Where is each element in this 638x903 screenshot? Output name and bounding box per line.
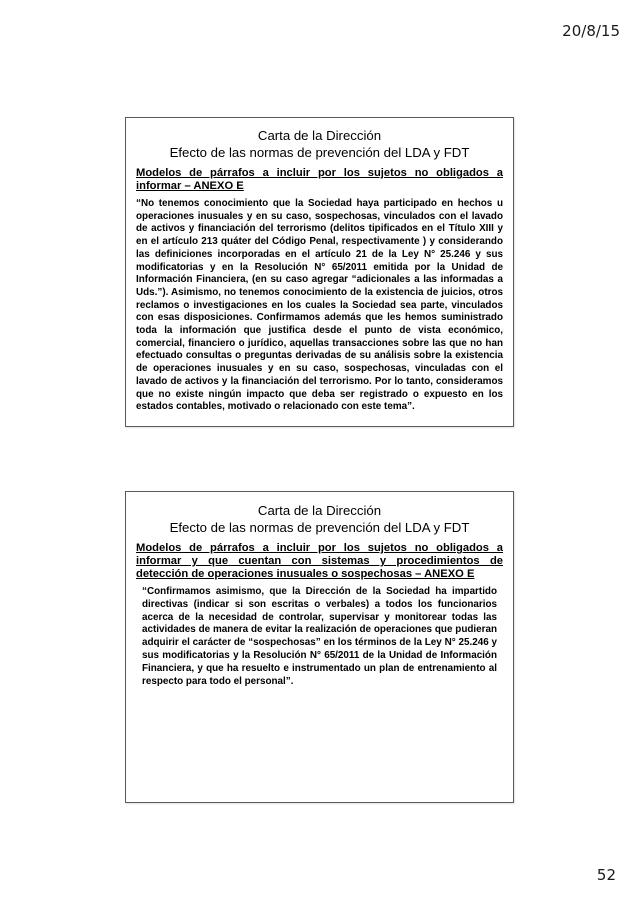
slide-body-text: “Confirmamos asimismo, que la Dirección de la Sociedad ha impartido directivas (indicar si son escritas o verbales) a todos los funcionarios acerca de la necesidad de controlar, supervisar y monitorear todas las actividades de manera de evitar la realización de operaciones que pudieran adquirir el carácter de “sospechosas” en los términos de la Ley N° 25.246 y sus modificatorias y la Resolución N° 65/2011 de la Unidad de Información Financiera, y que ha resuelto e instrumentado un plan de entrenamiento al respecto para todo el personal”. — [142, 586, 497, 687]
slide-2 — [125, 491, 514, 803]
slide-subtitle: Efecto de las normas de prevención del LDA y FDT — [169, 520, 470, 535]
section-heading — [136, 542, 503, 581]
slide-1 — [125, 117, 514, 427]
section-heading-line-1: Modelos de párrafos a incluir por los sujetos no obligados a — [136, 167, 503, 179]
slide-body-text: “No tenemos conocimiento que la Sociedad haya participado en hechos u operaciones inusuales y en su caso, sospechosas, vinculados con el lavado de activos y financiación del terrorismo (delitos tipificados en el Título XIII y en el artículo 213 quáter del Código Penal, respectivamente ) y considerando las definiciones incorporadas en el artículo 21 de la Ley N° 25.246 y sus modificatorias y en la Resolución N° 65/2011 emitida por la Unidad de Información Financiera, (en su caso agregar “adicionales a las informadas a Uds.”). Asimismo, no tenemos conocimiento de la existencia de juicios, otros reclamos o investigaciones en los cuales la Sociedad sea parte, vinculados con esas disposiciones. Confirmamos además que les hemos suministrado toda la información que justifica desde el punto de vista económico, comercial, financiero o jurídico, aquellas transacciones sobre las que no han efectuado consultas o preguntas derivadas de su análisis sobre la existencia de operaciones inusuales y en su caso, sospechosas, vinculadas con el lavado de activos y la financiación del terrorismo. Por lo tanto, consideramos que no existe ningún impacto que deba ser registrado o expuesto en los estados contables, motivado o relacionado con este tema”. — [136, 198, 503, 413]
page-number: 52 — [596, 866, 616, 884]
slide-1-content — [126, 118, 513, 414]
slide-title: Carta de la Dirección — [257, 503, 382, 518]
slide-2-content — [126, 492, 513, 688]
section-heading-line-2: detección de operaciones inusuales o sospechosas – ANEXO E — [136, 568, 475, 580]
page-date: 20/8/15 — [562, 22, 620, 40]
section-heading-line-1: Modelos de párrafos a incluir por los sujetos no obligados a informar y que cuentan con sistemas y procedimientos de — [136, 542, 503, 567]
section-heading-line-2: informar – ANEXO E — [136, 180, 244, 192]
slide-subtitle: Efecto de las normas de prevención del LDA y FDT — [169, 145, 470, 160]
slide-title: Carta de la Dirección — [257, 128, 382, 143]
section-heading — [136, 167, 503, 193]
